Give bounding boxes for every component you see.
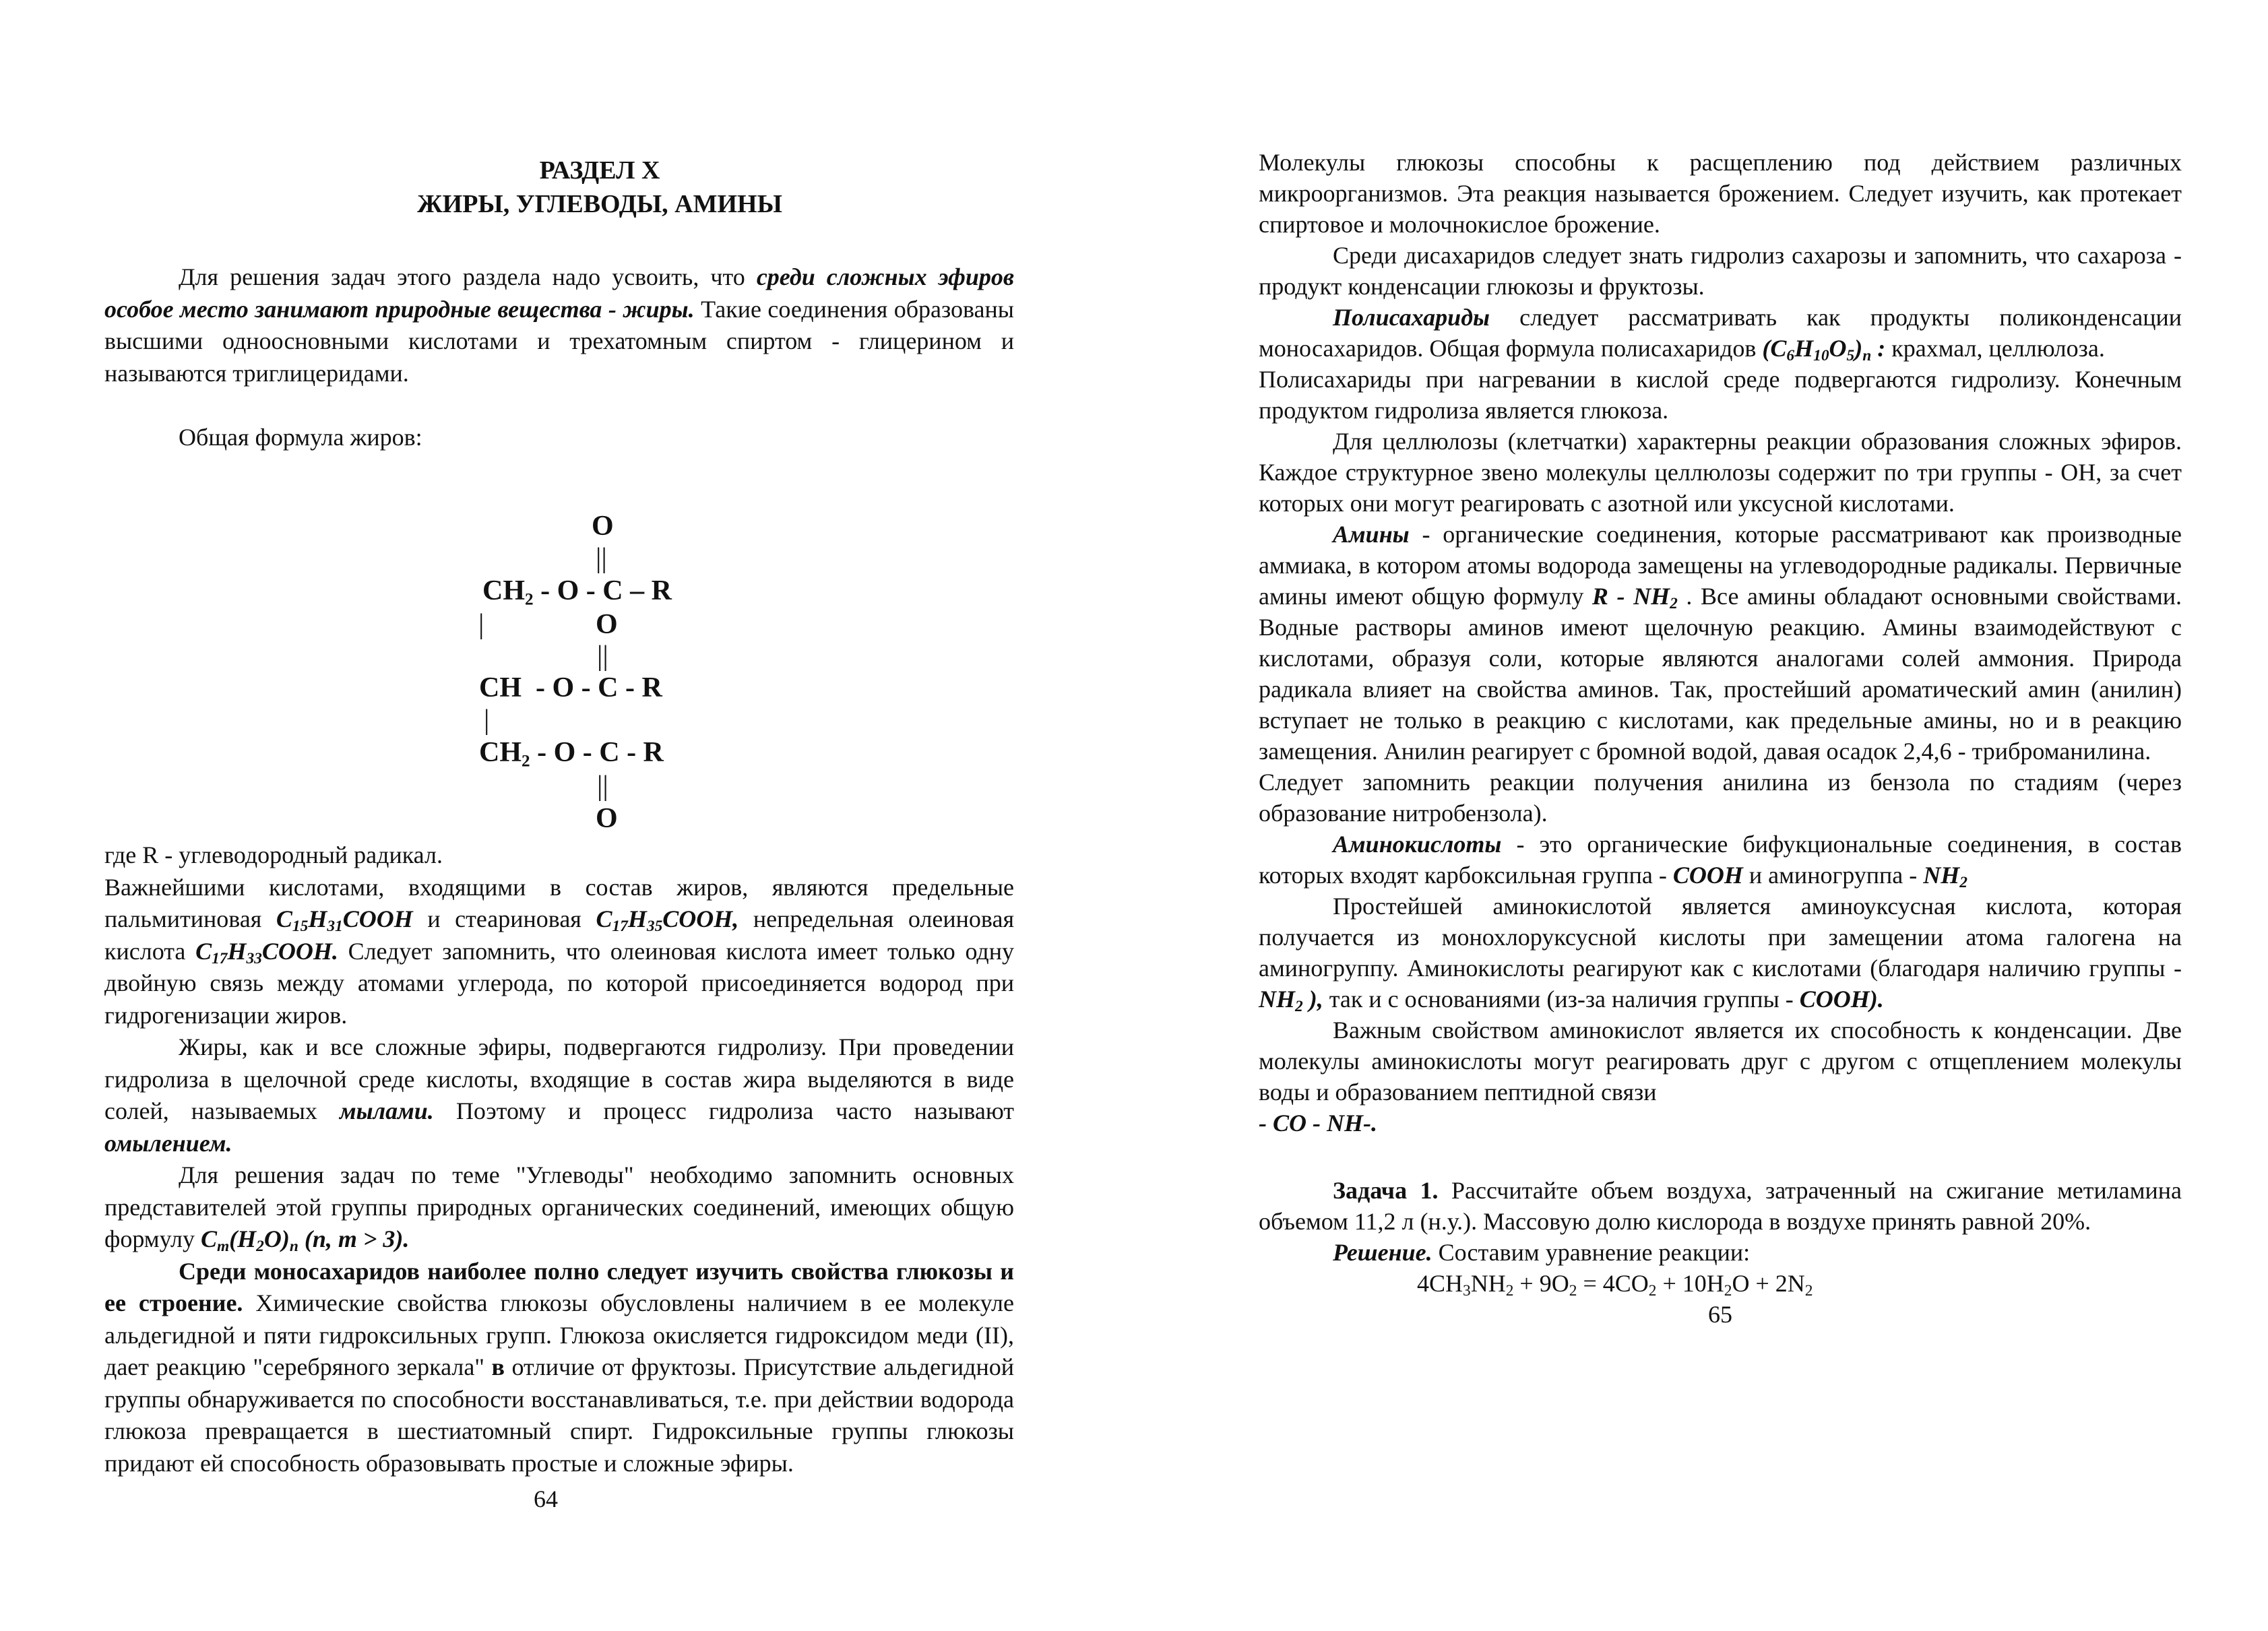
formula-subscript: 2 [525,590,534,609]
formula-oxygen-bottom: O [596,803,618,834]
text-run: + 9O [1513,1270,1569,1297]
page-number-right: 65 [1708,1301,1732,1328]
paragraph [1259,1237,2182,1268]
subscript-text: 2 [1724,1281,1732,1300]
text-run: : [1871,335,1886,362]
formula-row-3 [479,737,664,771]
intro-paragraphs [104,261,1014,454]
subscript-text: 3 [1463,1281,1471,1300]
text-run: H [227,937,247,965]
subscript-text: 2 [256,1237,264,1255]
text-run: Поэтому и процесс гидролиза часто называют [433,1097,1014,1124]
formula-text: CH [482,575,525,606]
subscript-text: 2 [1670,594,1678,612]
text-run: (C [1762,335,1787,362]
paragraph [104,839,1014,872]
right-page [1259,147,2182,1330]
text-run: Амины [1333,521,1410,548]
subscript-text: n [289,1237,298,1255]
text-run: + 10H [1656,1270,1724,1297]
right-paragraphs [1259,147,2182,1139]
formula-double-bond-3: || [597,771,608,802]
text-run: NH [1470,1270,1506,1297]
formula-row-1 [482,575,672,609]
paragraph [1259,302,2182,364]
task-paragraph [1259,1175,2182,1237]
left-page-body [104,839,1014,1514]
text-run: Составим уравнение реакции: [1432,1239,1751,1266]
text-run: R - NH [1592,583,1670,610]
subscript-text: 2 [1959,873,1967,891]
formula-oxygen-top: O [592,511,614,542]
text-run: - органические соединения, которые рассматривают как производные аммиака, в котором атомы водорода замещены на углеводородные радикалы. Первичные амины имеют общую формулу [1259,521,2182,610]
formula-double-bond-1: || [596,543,607,574]
paragraph [1259,891,2182,1015]
text-run: непредельная олеиновая кислота [104,905,1014,965]
subscript-text: 33 [246,949,262,967]
text-run: - CO - NH-. [1259,1110,1377,1137]
text-run: COOH, [662,905,739,932]
formula-row-2: CH - O - C - R [479,672,662,703]
text-run: COOH [1672,862,1743,889]
text-run: Решение. [1333,1239,1432,1266]
text-run: H [627,905,647,932]
text-run: 4CH [1417,1270,1463,1297]
paragraph [104,422,1014,454]
text-run: Общая формула жиров: [179,424,422,451]
text-run: и аминогруппа - [1742,862,1924,889]
text-run: (H [229,1225,257,1252]
text-run: Молекулы глюкозы способны к расщеплению под действием различных микроорганизмов. Эта реакция называется брожением. Следует изучить, как протекает спиртовое и молочнокислое брожение. [1259,149,2182,238]
subscript-text: 35 [646,917,663,935]
subscript-text: 2 [1648,1281,1657,1300]
text-run: следует рассматривать как продукты поликонденсации моносахаридов. Общая формула полисахаридов [1259,304,2182,362]
text-run: мылами. [339,1097,434,1124]
paragraph [104,261,1014,389]
text-run: Для решения задач по теме "Углеводы" необходимо запомнить основных представителей этой группы природных органических соединений, имеющих общую формулу [104,1161,1014,1252]
text-run: ), [1302,986,1323,1013]
text-run: C [195,937,212,965]
text-run: NH [1259,986,1295,1013]
text-run: - это органические бифукциональные соединения, в состав которых входят карбоксильная группа - [1259,831,2182,889]
subscript-text: 2 [1505,1281,1514,1300]
text-run: среди сложных эфиров особое место занимают природные вещества - жиры. [104,263,1014,323]
left-page [104,154,1014,454]
subscript-text: 15 [292,917,309,935]
text-run: Химические свойства глюкозы обусловлены наличием в ее молекуле альдегидной и пяти гидроксильных групп. Глюкоза окисляется гидроксидом меди (II), дает реакцию "серебряного зеркала" [104,1289,1015,1380]
text-run: и стеариновая [412,905,596,932]
text-run: (n, m > 3). [298,1225,410,1252]
text-run: Аминокислоты [1333,831,1502,858]
formula-bond-2: | [484,705,490,736]
solution-paragraph [1259,1237,2182,1268]
paragraph [1259,1108,2182,1139]
text-run: O) [263,1225,290,1252]
paragraph [1259,364,2182,426]
section-subtitle: ЖИРЫ, УГЛЕВОДЫ, АМИНЫ [417,190,782,218]
paragraph [104,1159,1014,1256]
text-run: O [1829,335,1847,362]
text-run: отличие от фруктозы. Присутствие альдегидной группы обнаруживается по способности восстанавливаться, т.е. при действии водорода глюкоза превращается в шестиатомный спирт. Гидроксильные группы глюкозы придают ей способность образовывать простые и сложные эфиры. [104,1353,1014,1477]
text-run: Следует запомнить, что олеиновая кислота имеет только одну двойную связь между атомами углерода, по которой присоединяется водород при гидрогенизации жиров. [104,937,1015,1029]
text-run: C [200,1225,217,1252]
page-number-left: 64 [534,1485,558,1512]
paragraph [1259,519,2182,767]
formula-text: - O - C – R [533,575,672,606]
reaction-equation [1259,1268,2182,1299]
subscript-text: 2 [1569,1281,1577,1300]
formula-double-bond-2: || [597,641,608,672]
formula-oxygen-mid: O [596,609,618,640]
text-run: = 4CO [1577,1270,1649,1297]
subscript-text: 10 [1813,346,1829,364]
text-run: Задача 1. [1333,1177,1439,1204]
subscript-text: 2 [1295,997,1303,1015]
paragraph [104,872,1014,1032]
subscript-text: 6 [1786,346,1795,364]
text-run: H [1794,335,1814,362]
formula-text: CH [479,737,522,768]
subscript-text: 17 [212,949,228,967]
subscript-text: 31 [327,917,343,935]
text-run: C [596,905,612,932]
text-run: Среди моносахаридов наиболее полно следует изучить свойства глюкозы и ее строение. [104,1257,1014,1316]
paragraph [1259,767,2182,829]
paragraph [1259,1175,2182,1237]
text-run: омылением. [104,1129,232,1157]
text-run: Важным свойством аминокислот является их способность к конденсации. Две молекулы аминокислоты могут реагировать друг с другом с отщеплением молекулы воды и образованием пептидной связи [1259,1017,2182,1106]
text-run: Жиры, как и все сложные эфиры, подвергаются гидролизу. При проведении гидролиза в щелочной среде кислоты, входящие в состав жира выделяются в виде солей, называемых [104,1033,1014,1124]
text-run: H [308,905,327,932]
text-run: O + 2N [1732,1270,1805,1297]
text-run: Важнейшими кислотами, входящими в состав жиров, являются предельные пальмитиновая [104,873,1014,932]
text-run: Полисахариды при нагревании в кислой среде подвергаются гидролизу. Конечным продуктом гидролиза является глюкоза. [1259,366,2182,424]
subscript-text: 5 [1846,346,1855,364]
text-run: Для решения задач этого раздела надо усвоить, что [179,263,757,290]
text-run: . Все амины обладают основными свойствами. Водные растворы аминов имеют щелочную реакцию. Амины взаимодействуют с кислотами, образуя соли, которые являются аналогами солей аммония. Природа радикала влияет на свойства аминов. Так, простейший ароматический амин (анилин) вступает не только в реакцию с кислотами, как предельные амины, но и в реакцию замещения. Анилин реагирует с бромной водой, давая осадок 2,4,6 - триброманилина. [1259,583,2182,765]
subscript-text: 2 [1804,1281,1813,1300]
paragraph [1259,829,2182,891]
text-run: COOH). [1799,986,1884,1013]
text-run: крахмал, целлюлоза. [1885,335,2105,362]
text-run: Среди дисахаридов следует знать гидролиз сахарозы и запомнить, что сахароза - продукт конденсации глюкозы и фруктозы. [1259,242,2182,300]
text-run: так и с основаниями (из-за наличия группы - [1323,986,1800,1013]
text-run: Такие соединения образованы высшими одноосновными кислотами и трехатомным спиртом - глицерином и называются триглицеридами. [104,295,1014,387]
text-run: Полисахариды [1333,304,1490,331]
paragraph [104,1256,1014,1480]
text-run: Простейшей аминокислотой является аминоуксусная кислота, которая получается из монохлоруксусной кислоты при замещении атома галогена на аминогруппу. Аминокислоты реагируют как с кислотами (благодаря наличию группы - [1259,893,2182,982]
text-run: Для целлюлозы (клетчатки) характерны реакции образования сложных эфиров. Каждое структурное звено молекулы целлюлозы содержит по три группы - OH, за счет которых они могут реагировать с азотной или уксусной кислотами. [1259,428,2182,517]
text-run: C [276,905,292,932]
formula-text: - O - C - R [530,737,664,768]
subscript-text: n [1862,346,1872,364]
paragraph [1259,1015,2182,1108]
text-run: ) [1854,335,1863,362]
paragraph [1259,147,2182,240]
subscript-text: m [216,1237,230,1255]
text-run: Следует запомнить реакции получения анилина из бензола по стадиям (через образование нитробензола). [1259,769,2182,827]
paragraph [1417,1268,2182,1299]
text-run: NH [1923,862,1960,889]
paragraph [1259,240,2182,302]
text-run: COOH. [261,937,338,965]
formula-subscript: 2 [522,752,530,771]
subscript-text: 17 [612,917,628,935]
paragraph [104,1031,1014,1159]
paragraph [1259,426,2182,519]
body-paragraphs [104,839,1014,1479]
text-run: COOH [342,905,413,932]
text-run: где R - углеводородный радикал. [104,841,443,868]
text-run: Рассчитайте объем воздуха, затраченный на сжигание метиламина объемом 11,2 л (н.у.). Массовую долю кислорода в воздухе принять равной 20%. [1259,1177,2182,1235]
formula-bond-1: | [478,609,484,640]
section-title: РАЗДЕЛ X [539,156,660,185]
text-run: в [491,1353,505,1380]
